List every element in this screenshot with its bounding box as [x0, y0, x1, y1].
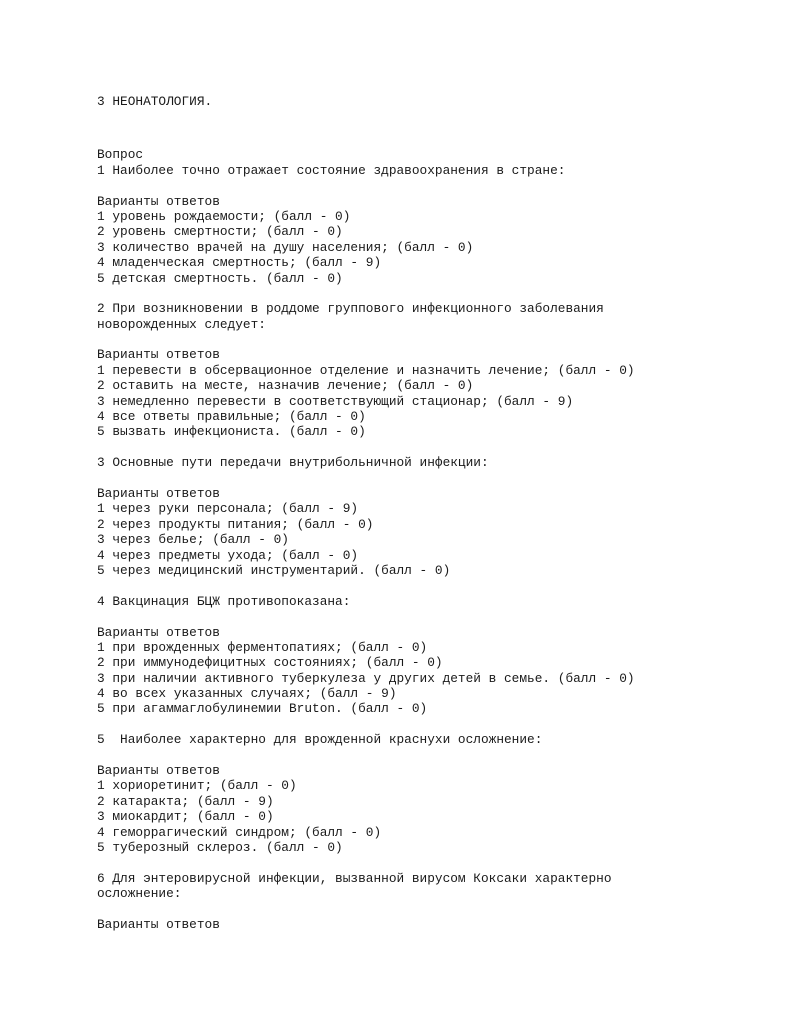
answer-option: 3 при наличии активного туберкулеза у других детей в семье. (балл - 0) — [97, 670, 635, 686]
options-heading: Варианты ответов — [97, 485, 220, 501]
question-text: 4 Вакцинация БЦЖ противопоказана: — [97, 593, 351, 609]
answer-option: 4 во всех указанных случаях; (балл - 9) — [97, 686, 397, 702]
answer-option: 2 при иммунодефицитных состояниях; (балл - 0) — [97, 655, 443, 671]
question-block — [97, 855, 777, 932]
answer-option: 5 вызвать инфекциониста. (балл - 0) — [97, 424, 366, 440]
question-list — [97, 163, 777, 933]
options-heading: Варианты ответов — [97, 193, 220, 209]
answer-option: 5 при агаммаглобулинемии Bruton. (балл - 0) — [97, 701, 428, 717]
answer-option: 1 уровень рождаемости; (балл - 0) — [97, 208, 351, 224]
answer-option: 5 через медицинский инструментарий. (балл - 0) — [97, 562, 451, 578]
question-block — [97, 163, 777, 286]
section-title: 3 НЕОНАТОЛОГИЯ. — [97, 94, 213, 109]
answer-option: 4 через предметы ухода; (балл - 0) — [97, 547, 359, 563]
answer-option: 3 через белье; (балл - 0) — [97, 532, 289, 548]
question-text: новорожденных следует: — [97, 316, 266, 332]
question-text: 2 При возникновении в роддоме группового инфекционного заболевания — [97, 301, 604, 317]
question-block — [97, 717, 777, 856]
answer-option: 5 туберозный склероз. (балл - 0) — [97, 839, 343, 855]
document-page — [97, 94, 777, 932]
answer-option: 1 хориоретинит; (балл - 0) — [97, 778, 297, 794]
answer-option: 4 младенческая смертность; (балл - 9) — [97, 255, 382, 271]
answer-option: 2 катаракта; (балл - 9) — [97, 793, 274, 809]
answer-option: 2 оставить на месте, назначив лечение; (балл - 0) — [97, 378, 474, 394]
answer-option: 5 детская смертность. (балл - 0) — [97, 270, 343, 286]
question-block — [97, 578, 777, 717]
options-heading: Варианты ответов — [97, 624, 220, 640]
answer-option: 1 перевести в обсервационное отделение и назначить лечение; (балл - 0) — [97, 362, 635, 378]
options-heading: Варианты ответов — [97, 347, 220, 363]
answer-option: 3 немедленно перевести в соответствующий стационар; (балл - 9) — [97, 393, 574, 409]
answer-option: 1 через руки персонала; (балл - 9) — [97, 501, 359, 517]
question-text: 1 Наиболее точно отражает состояние здравоохранения в стране: — [97, 162, 566, 178]
question-block — [97, 440, 777, 579]
question-text: 6 Для энтеровирусной инфекции, вызванной вирусом Коксаки характерно — [97, 870, 612, 886]
answer-option: 4 геморрагический синдром; (балл - 0) — [97, 824, 382, 840]
options-heading: Варианты ответов — [97, 763, 220, 779]
options-heading: Варианты ответов — [97, 916, 220, 932]
answer-option: 3 количество врачей на душу населения; (балл - 0) — [97, 239, 474, 255]
answer-option: 2 уровень смертности; (балл - 0) — [97, 224, 343, 240]
answer-option: 3 миокардит; (балл - 0) — [97, 809, 274, 825]
answer-option: 2 через продукты питания; (балл - 0) — [97, 516, 374, 532]
question-block — [97, 286, 777, 440]
answer-option: 1 при врожденных ферментопатиях; (балл - 0) — [97, 639, 428, 655]
question-text: 3 Основные пути передачи внутрибольничной инфекции: — [97, 455, 489, 471]
question-label: Вопрос — [97, 147, 144, 163]
question-text: осложнение: — [97, 886, 182, 902]
question-text: 5 Наиболее характерно для врожденной краснухи осложнение: — [97, 732, 543, 748]
answer-option: 4 все ответы правильные; (балл - 0) — [97, 409, 366, 425]
